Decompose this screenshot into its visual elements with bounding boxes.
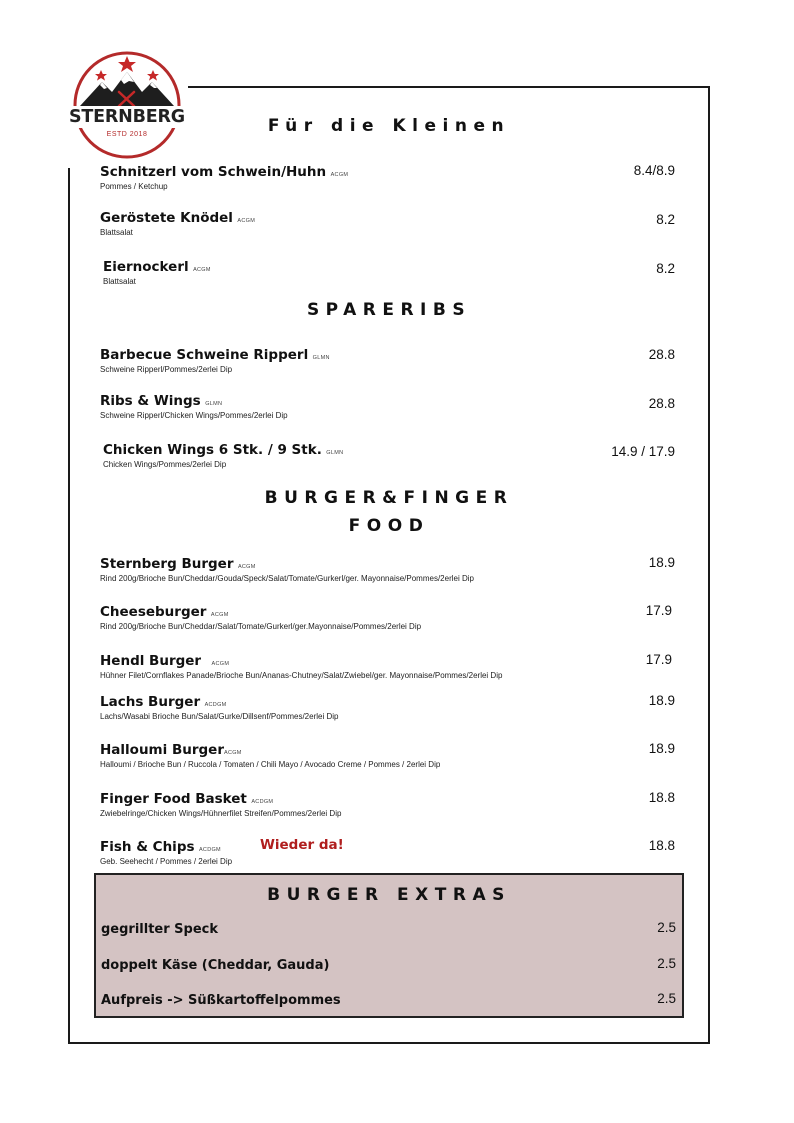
item-description: Rind 200g/Brioche Bun/Cheddar/Gouda/Speck/Salat/Tomate/Gurkerl/ger. Mayonnaise/Pommes/2erlei Dip [100,574,474,583]
item-name: Fish & Chips [100,839,195,855]
item-price: 8.2 [656,261,675,276]
item-allergen: ACDGM [198,847,221,853]
menu-item [100,346,675,374]
menu-item [100,392,675,420]
item-name: Chicken Wings 6 Stk. / 9 Stk. [103,442,322,458]
item-description: Rind 200g/Brioche Bun/Cheddar/Salat/Tomate/Gurkerl/ger.Mayonnaise/Pommes/2erlei Dip [100,622,422,631]
menu-item [103,258,675,286]
item-allergen: ACGM [211,661,230,667]
item-description: Chicken Wings/Pommes/2erlei Dip [103,460,227,469]
item-allergen: ACGM [210,612,229,618]
item-description: Blattsalat [103,277,136,286]
item-price: 8.4/8.9 [633,163,675,178]
section-title-burger-line2: FOOD [348,516,430,536]
burger-extras-box [94,873,684,1018]
item-name: Lachs Burger [100,694,201,710]
item-price: 18.9 [648,741,675,756]
extra-item [101,991,676,1009]
extra-price: 2.5 [657,920,676,935]
item-allergen: ACGM [237,218,256,224]
item-name: Finger Food Basket [100,791,247,807]
logo-established: ESTD 2018 [106,131,148,138]
extra-name: gegrillter Speck [101,922,219,937]
item-description: Lachs/Wasabi Brioche Bun/Salat/Gurke/Dillsenf/Pommes/2erlei Dip [100,712,339,721]
item-name: Ribs & Wings [100,393,201,409]
item-allergen: ACGM [223,750,242,756]
item-price: 18.9 [648,555,675,570]
item-description: Hühner Filet/Cornflakes Panade/Brioche Bun/Ananas-Chutney/Salat/Zwiebel/ger. Mayonnaise/Pommes/2erlei Dip [100,671,503,680]
item-name: Eiernockerl [103,259,189,275]
extra-price: 2.5 [657,956,676,971]
item-name: Halloumi Burger [100,742,224,758]
item-allergen: ACDGM [204,702,227,708]
item-description: Geb. Seehecht / Pommes / 2erlei Dip [100,857,233,866]
item-price: 18.8 [648,838,675,853]
extra-item [101,956,676,974]
extra-name: Aufpreis -> Süßkartoffelpommes [101,993,341,1008]
menu-item [100,693,675,721]
item-name: Sternberg Burger [100,556,234,572]
item-price: 28.8 [648,396,675,411]
item-name: Barbecue Schweine Ripperl [100,347,309,363]
section-title-extras: BURGER EXTRAS [267,885,511,905]
item-price: 17.9 [645,652,672,667]
item-description: Halloumi / Brioche Bun / Ruccola / Tomaten / Chili Mayo / Avocado Creme / Pommes / 2erlei Dip [100,760,441,769]
item-description: Schweine Ripperl/Chicken Wings/Pommes/2erlei Dip [100,411,288,420]
item-price: 28.8 [648,347,675,362]
menu-item [100,555,675,583]
item-allergen: ACGM [237,564,256,570]
extra-item [101,920,676,938]
item-description: Pommes / Ketchup [100,182,168,191]
item-allergen: GLMN [326,450,344,456]
item-name: Cheeseburger [100,604,207,620]
menu-item [100,838,675,866]
extra-price: 2.5 [657,991,676,1006]
section-title-spareribs: SPARERIBS [306,300,472,320]
item-allergen: ACGM [330,172,349,178]
section-title-burger-line1: BURGER&FINGER [264,488,514,508]
item-price: 18.9 [648,693,675,708]
logo-wordmark: STERNBERG [69,107,185,127]
highlight-label: Wieder da! [260,837,344,853]
menu-item [100,790,675,818]
menu-item [103,441,675,469]
item-description: Schweine Ripperl/Pommes/2erlei Dip [100,365,233,374]
menu-item [100,741,675,769]
item-price: 8.2 [656,212,675,227]
item-allergen: GLMN [312,355,330,361]
menu-item [100,603,675,631]
item-allergen: ACGM [193,267,211,273]
menu-item [100,652,675,680]
item-allergen: ACDGM [251,799,274,805]
item-price: 14.9 / 17.9 [611,444,675,459]
item-allergen: GLMN [205,401,223,407]
item-name: Geröstete Knödel [100,210,233,226]
item-name: Schnitzerl vom Schwein/Huhn [100,164,327,180]
item-price: 17.9 [645,603,672,618]
item-description: Zwiebelringe/Chicken Wings/Hühnerfilet Streifen/Pommes/2erlei Dip [100,809,342,818]
section-title-kleinen: Für die Kleinen [267,116,511,136]
menu-item [100,209,675,237]
extra-name: doppelt Käse (Cheddar, Gauda) [101,958,330,973]
item-description: Blattsalat [100,228,133,237]
item-name: Hendl Burger [100,653,202,669]
menu-item [100,163,675,191]
item-price: 18.8 [648,790,675,805]
